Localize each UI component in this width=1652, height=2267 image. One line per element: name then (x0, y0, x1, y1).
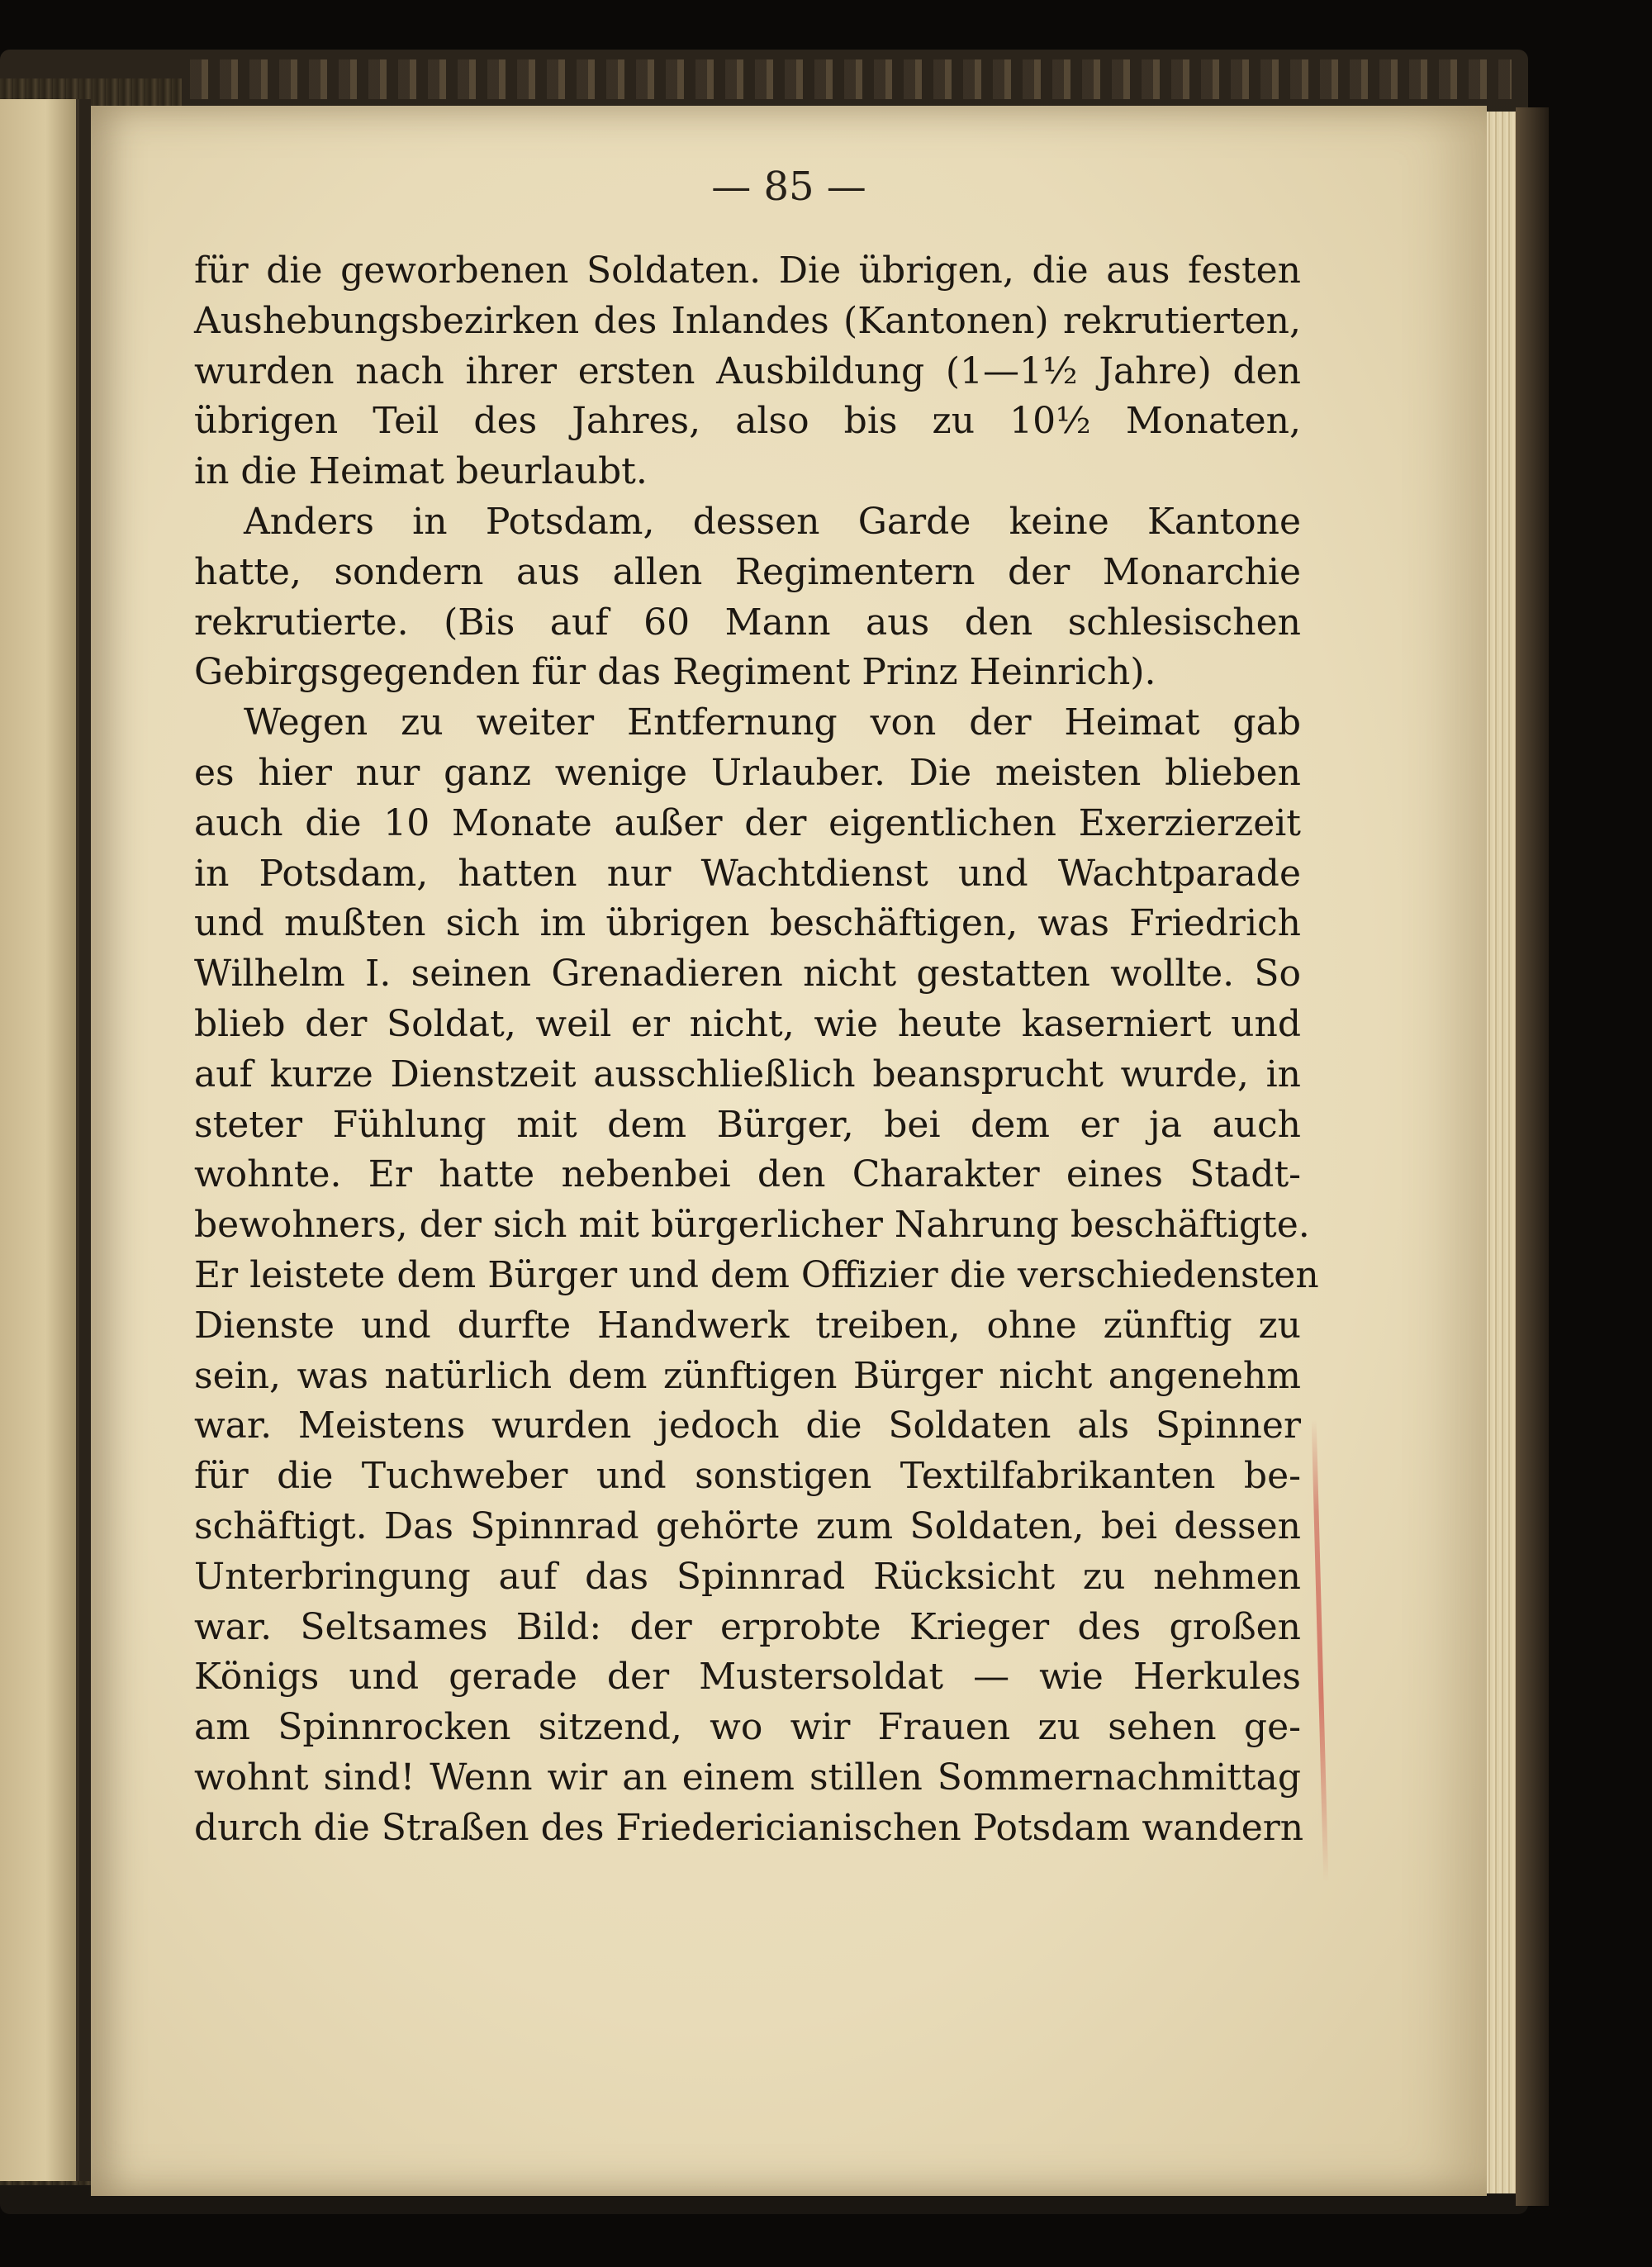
paragraph (194, 497, 1301, 698)
text-line: Wegen zu weiter Entfernung von der Heimat gab (244, 701, 1301, 744)
text-line: in die Heimat beurlaubt. (194, 450, 648, 493)
book-cover-top-edge (190, 59, 1512, 99)
text-line: übrigen Teil des Jahres, also bis zu 10½ Monaten, (194, 400, 1301, 443)
text-line: Aushebungsbezirken des Inlandes (Kantonen) rekrutierten, (194, 299, 1301, 342)
text-line: Anders in Potsdam, dessen Garde keine Kantone (244, 500, 1301, 543)
text-line: für die Tuchweber und sonstigen Textilfabrikanten be- (194, 1455, 1301, 1498)
text-line: war. Seltsames Bild: der erprobte Krieger des großen (194, 1605, 1301, 1648)
paragraph (194, 246, 1301, 497)
text-line: Dienste und durfte Handwerk treiben, ohne zünftig zu (194, 1304, 1301, 1347)
text-line: wurden nach ihrer ersten Ausbildung (1—1½ Jahre) den (194, 349, 1301, 392)
paragraph (194, 698, 1319, 1853)
text-line: auch die 10 Monate außer der eigentlichen Exerzierzeit (194, 801, 1301, 844)
text-line: steter Fühlung mit dem Bürger, bei dem er ja auch (194, 1103, 1301, 1146)
text-line: in Potsdam, hatten nur Wachtdienst und Wachtparade (194, 852, 1301, 895)
text-line: Wilhelm I. seinen Grenadieren nicht gestatten wollte. So (194, 953, 1301, 996)
text-line: wohnt sind! Wenn wir an einem stillen Sommernachmittag (194, 1756, 1301, 1799)
text-line: und mußten sich im übrigen beschäftigen, was Friedrich (194, 902, 1301, 945)
text-line: Unterbringung auf das Spinnrad Rücksicht zu nehmen (194, 1555, 1301, 1598)
text-line: für die geworbenen Soldaten. Die übrigen, die aus festen (194, 250, 1301, 292)
text-line: Königs und gerade der Mustersoldat — wie Herkules (194, 1656, 1301, 1699)
text-line: schäftigt. Das Spinnrad gehörte zum Soldaten, bei dessen (194, 1504, 1301, 1547)
page-number: — 85 — (711, 164, 866, 210)
text-line: war. Meistens wurden jedoch die Soldaten als Spinner (194, 1404, 1301, 1447)
text-line: rekrutierte. (Bis auf 60 Mann aus den schlesischen (194, 601, 1301, 644)
book-back-cover-edge (1516, 107, 1549, 2206)
text-line: es hier nur ganz wenige Urlauber. Die meisten blieben (194, 751, 1301, 794)
book-gutter (79, 99, 91, 2181)
left-page-edge (0, 99, 79, 2181)
text-line: wohnte. Er hatte nebenbei den Charakter eines Stadt- (194, 1153, 1301, 1196)
text-line: hatte, sondern aus allen Regimentern der Monarchie (194, 550, 1301, 593)
page-text (194, 246, 1319, 1854)
text-line: auf kurze Dienstzeit ausschließlich beansprucht wurde, in (194, 1053, 1301, 1095)
text-line: Gebirgsgegenden für das Regiment Prinz Heinrich). (194, 651, 1156, 694)
text-line: am Spinnrocken sitzend, wo wir Frauen zu sehen ge- (194, 1706, 1301, 1749)
text-line: blieb der Soldat, weil er nicht, wie heute kaserniert und (194, 1002, 1301, 1045)
text-line: durch die Straßen des Friedericianischen Potsdam wandern (194, 1806, 1304, 1849)
text-line: Er leistete dem Bürger und dem Offizier die verschiedensten (194, 1253, 1319, 1296)
text-line: sein, was natürlich dem zünftigen Bürger nicht angenehm (194, 1354, 1301, 1397)
book-page (91, 106, 1487, 2196)
red-pencil-margin-mark (1312, 1419, 1329, 1882)
text-line: bewohners, der sich mit bürgerlicher Nahrung beschäftigte. (194, 1204, 1310, 1247)
